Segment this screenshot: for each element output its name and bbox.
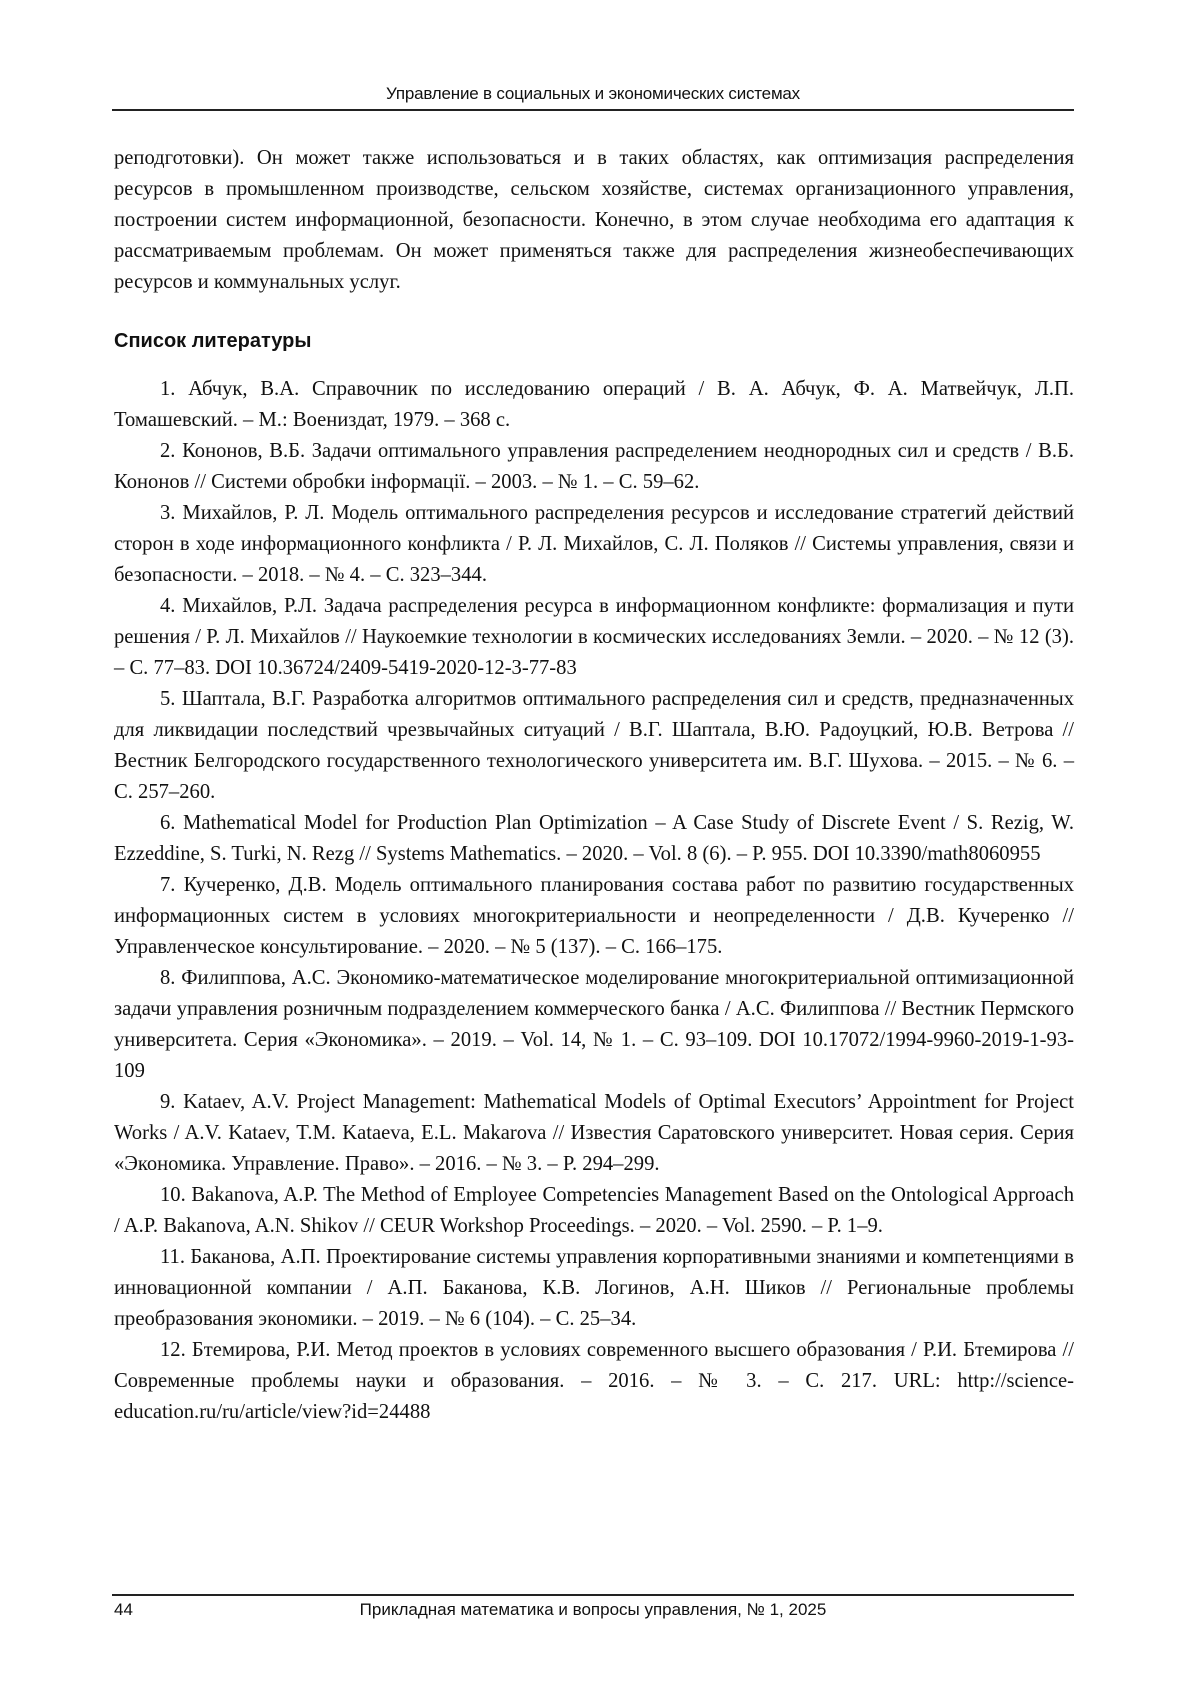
reference-item: 9. Kataev, A.V. Project Management: Mathematical Models of Optimal Executors’ Appointment for Project Works / A.V. Kataev, T.M. Kataeva, E.L. Makarova // Известия Саратовского университет. Новая серия. Серия «Экономика. Управление. Право». – 2016. – № 3. – P. 294–299.: [114, 1087, 1074, 1180]
reference-item: 2. Кононов, В.Б. Задачи оптимального управления распределением неоднородных сил и средств / В.Б. Кононов // Системи обробки інформації. – 2003. – № 1. – С. 59–62.: [114, 436, 1074, 498]
reference-item: 3. Михайлов, Р. Л. Модель оптимального распределения ресурсов и исследование стратегий действий сторон в ходе информационного конфликта / Р. Л. Михайлов, С. Л. Поляков // Системы управления, связи и безопасности. – 2018. – № 4. – С. 323–344.: [114, 498, 1074, 591]
page-footer: [112, 1600, 1074, 1620]
page-number: 44: [114, 1600, 133, 1620]
header-rule: [112, 109, 1074, 111]
body-paragraph: реподготовки). Он может также использоваться и в таких областях, как оптимизация распределения ресурсов в промышленном производстве, сельском хозяйстве, системах организационного управления, построении систем информационной, безопасности. Конечно, в этом случае необходима его адаптация к рассматриваемым проблемам. Он может применяться также для распределения жизнеобеспечивающих ресурсов и коммунальных услуг.: [114, 143, 1074, 298]
reference-item: 12. Бтемирова, Р.И. Метод проектов в условиях современного высшего образования / Р.И. Бтемирова // Современные проблемы науки и образования. – 2016. – № 3. – С. 217. URL: http://science-education.ru/ru/article/view?id=24488: [114, 1335, 1074, 1428]
running-header: Управление в социальных и экономических системах: [112, 84, 1074, 104]
reference-item: 6. Mathematical Model for Production Plan Optimization – A Case Study of Discrete Event / S. Rezig, W. Ezzeddine, S. Turki, N. Rezg // Systems Mathematics. – 2020. – Vol. 8 (6). – P. 955. DOI 10.3390/math8060955: [114, 808, 1074, 870]
journal-title: Прикладная математика и вопросы управления, № 1, 2025: [112, 1600, 1074, 1620]
reference-item: 4. Михайлов, Р.Л. Задача распределения ресурса в информационном конфликте: формализация и пути решения / Р. Л. Михайлов // Наукоемкие технологии в космических исследованиях Земли. – 2020. – № 12 (3). – С. 77–83. DOI 10.36724/2409-5419-2020-12-3-77-83: [114, 591, 1074, 684]
reference-item: 1. Абчук, В.А. Справочник по исследованию операций / В. А. Абчук, Ф. А. Матвейчук, Л.П. Томашевский. – М.: Воениздат, 1979. – 368 с.: [114, 374, 1074, 436]
reference-item: 5. Шаптала, В.Г. Разработка алгоритмов оптимального распределения сил и средств, предназначенных для ликвидации последствий чрезвычайных ситуаций / В.Г. Шаптала, В.Ю. Радоуцкий, Ю.В. Ветрова // Вестник Белгородского государственного технологического университета им. В.Г. Шухова. – 2015. – № 6. – С. 257–260.: [114, 684, 1074, 808]
reference-item: 11. Баканова, А.П. Проектирование системы управления корпоративными знаниями и компетенциями в инновационной компании / А.П. Баканова, К.В. Логинов, А.Н. Шиков // Региональные проблемы преобразования экономики. – 2019. – № 6 (104). – С. 25–34.: [114, 1242, 1074, 1335]
reference-item: 8. Филиппова, А.С. Экономико-математическое моделирование многокритериальной оптимизационной задачи управления розничным подразделением коммерческого банка / А.С. Филиппова // Вестник Пермского университета. Серия «Экономика». – 2019. – Vol. 14, № 1. – С. 93–109. DOI 10.17072/1994-9960-2019-1-93-109: [114, 963, 1074, 1087]
references-heading: Список литературы: [114, 330, 311, 353]
reference-item: 7. Кучеренко, Д.В. Модель оптимального планирования состава работ по развитию государственных информационных систем в условиях многокритериальности и неопределенности / Д.В. Кучеренко // Управленческое консультирование. – 2020. – № 5 (137). – С. 166–175.: [114, 870, 1074, 963]
footer-rule: [112, 1594, 1074, 1596]
references-list: [114, 374, 1074, 1428]
reference-item: 10. Bakanova, A.P. The Method of Employee Competencies Management Based on the Ontological Approach / A.P. Bakanova, A.N. Shikov // CEUR Workshop Proceedings. – 2020. – Vol. 2590. – P. 1–9.: [114, 1180, 1074, 1242]
